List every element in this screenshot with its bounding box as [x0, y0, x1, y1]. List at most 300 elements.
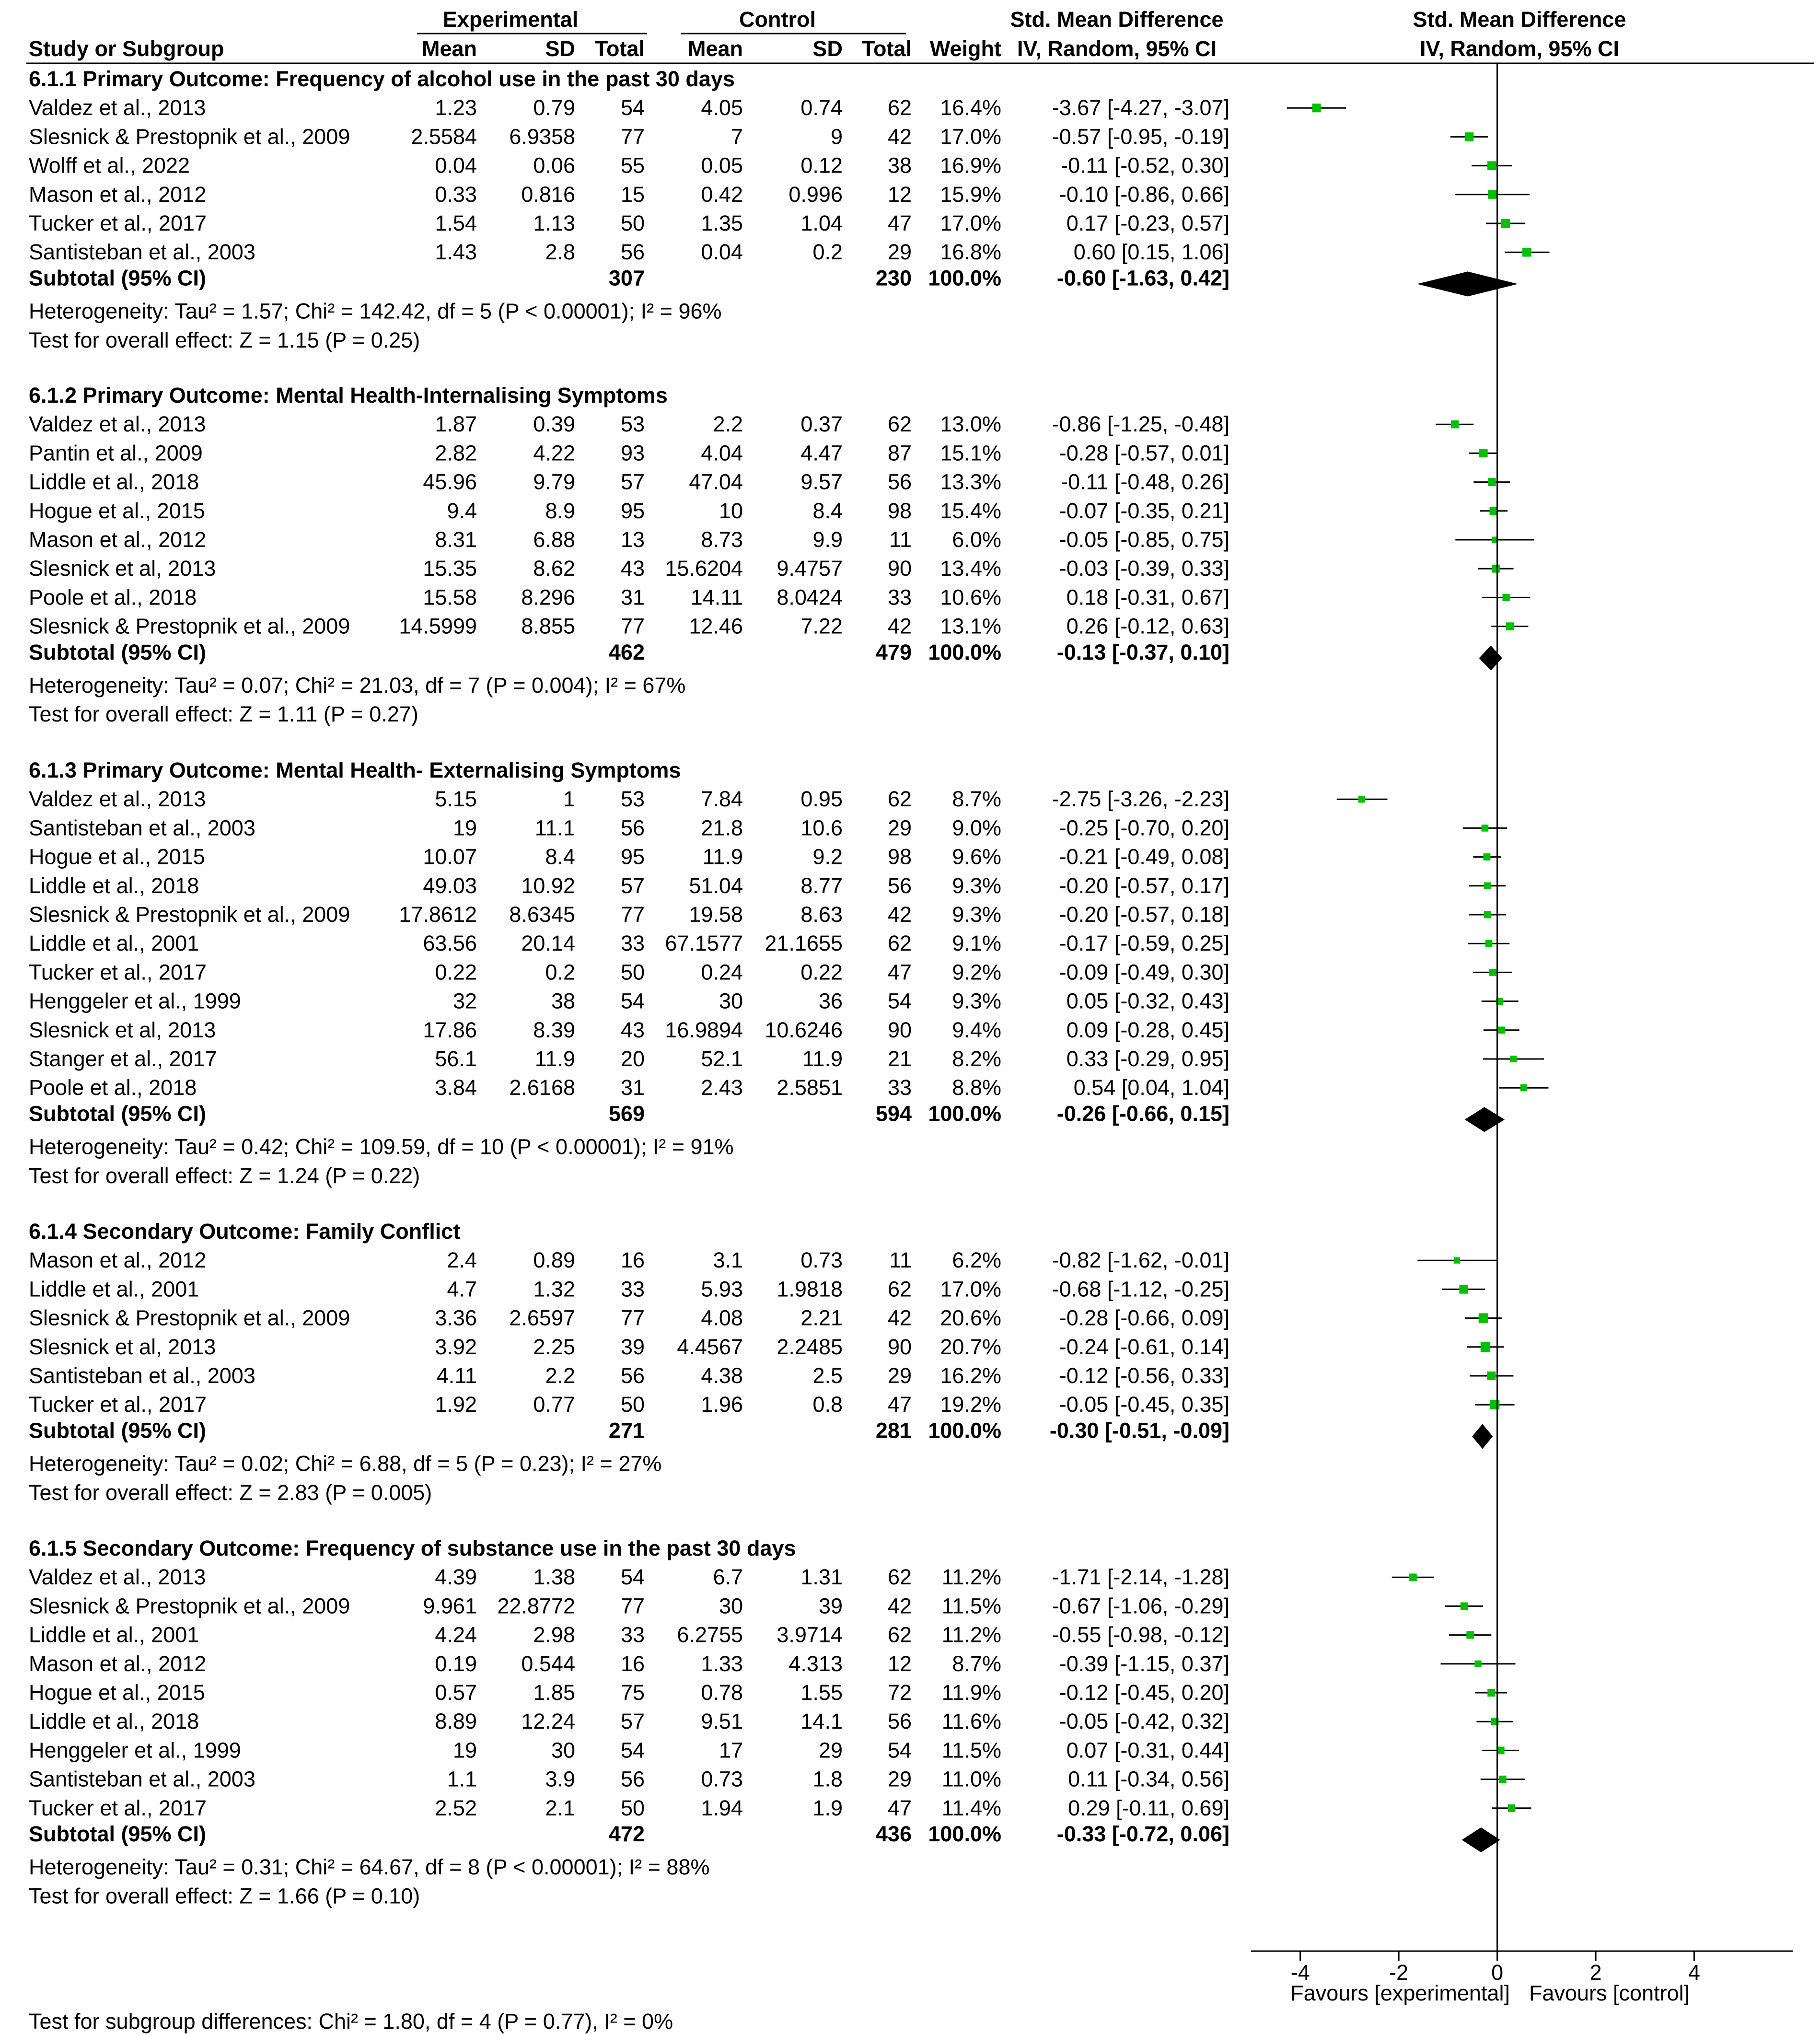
study-ci: -0.20 [-0.57, 0.17]: [1059, 873, 1229, 898]
exp-sd: 38: [551, 988, 575, 1013]
exp-total: 20: [620, 1047, 645, 1071]
exp-sd: 20.14: [521, 931, 575, 956]
study-ci: -0.20 [-0.57, 0.18]: [1059, 902, 1229, 927]
exp-total: 56: [620, 815, 645, 840]
study-point-marker: [1460, 1285, 1469, 1294]
subtotal-exp-total: 462: [608, 640, 645, 664]
study-weight: 16.4%: [940, 95, 1001, 120]
ctl-mean: 4.38: [701, 1363, 743, 1388]
study-ci: -0.28 [-0.57, 0.01]: [1059, 441, 1229, 465]
x-axis-ticks: [1291, 1951, 1700, 1985]
study-point-marker: [1520, 1084, 1527, 1091]
study-ci: -0.68 [-1.12, -0.25]: [1052, 1277, 1229, 1302]
exp-mean: 9.961: [423, 1593, 477, 1618]
subtotal-ci: -0.30 [-0.51, -0.09]: [1049, 1418, 1229, 1443]
study-point-marker: [1482, 825, 1489, 832]
exp-total: 77: [620, 124, 645, 149]
study-weight: 11.0%: [941, 1767, 1001, 1791]
exp-mean: 32: [452, 988, 477, 1013]
study-point-marker: [1522, 248, 1531, 256]
ctl-total: 11: [889, 1248, 912, 1273]
study-ci: -0.39 [-1.15, 0.37]: [1059, 1651, 1229, 1676]
study-column-header: Study or Subgroup: [29, 36, 224, 61]
subtotal-weight: 100.0%: [928, 1101, 1001, 1126]
study-point-marker: [1312, 104, 1321, 112]
study-weight: 9.1%: [952, 931, 1001, 956]
subtotal-weight: 100.0%: [928, 266, 1001, 291]
study-weight: 9.2%: [952, 960, 1001, 985]
subtotal-diamond: [1465, 1107, 1505, 1132]
exp-mean: 15.35: [423, 556, 477, 581]
ctl-sd: 0.12: [800, 153, 843, 178]
study-name: Slesnick et al, 2013: [29, 1334, 216, 1359]
exp-total: 54: [620, 1565, 645, 1590]
ctl-total: 47: [887, 1795, 912, 1820]
ctl-mean: 17: [719, 1738, 743, 1763]
exp-sd: 0.79: [533, 95, 575, 120]
ctl-mean: 0.42: [701, 182, 743, 207]
subtotal-label: Subtotal (95% CI): [29, 1101, 207, 1126]
ctl-total: 62: [887, 1622, 912, 1647]
exp-sd: 10.92: [521, 873, 575, 898]
exp-total: 53: [620, 787, 645, 812]
ctl-total: 62: [887, 95, 912, 120]
ctl-mean: 30: [719, 988, 743, 1013]
ctl-sd-header: SD: [812, 36, 843, 61]
ctl-total: 47: [887, 1392, 912, 1417]
heterogeneity-stats: Heterogeneity: Tau² = 0.42; Chi² = 109.59, df = 10 (P < 0.00001); I² = 91%: [29, 1134, 734, 1159]
study-ci: 0.05 [-0.32, 0.43]: [1066, 988, 1229, 1013]
ctl-total: 42: [887, 1593, 912, 1618]
exp-total: 43: [620, 1017, 645, 1042]
study-point-marker: [1485, 940, 1493, 947]
subtotal-exp-total: 307: [608, 266, 645, 291]
ctl-total: 90: [887, 1017, 912, 1042]
study-weight: 11.4%: [941, 1795, 1001, 1820]
study-ci: -0.03 [-0.39, 0.33]: [1059, 556, 1229, 581]
exp-mean: 8.31: [435, 527, 477, 552]
exp-sd: 2.98: [533, 1622, 575, 1647]
ctl-total: 29: [887, 1363, 912, 1388]
ctl-sd: 0.996: [788, 182, 843, 207]
study-name: Liddle et al., 2018: [29, 469, 199, 494]
overall-effect-test: Test for overall effect: Z = 1.66 (P = 0.10): [29, 1884, 420, 1908]
exp-mean: 2.4: [447, 1248, 477, 1273]
subtotal-ctl-total: 281: [875, 1418, 912, 1443]
exp-total: 50: [620, 1795, 645, 1820]
study-ci: 0.26 [-0.12, 0.63]: [1066, 614, 1229, 639]
exp-total: 31: [620, 585, 645, 610]
ctl-total: 12: [887, 1651, 912, 1676]
study-point-marker: [1451, 420, 1459, 429]
exp-sd-header: SD: [545, 36, 575, 61]
study-name: Mason et al., 2012: [29, 1651, 207, 1676]
ctl-sd: 0.73: [800, 1248, 843, 1273]
ctl-mean: 7: [730, 124, 743, 149]
ctl-sd: 0.74: [800, 95, 843, 120]
study-name: Slesnick & Prestopnik et al., 2009: [29, 614, 350, 639]
ctl-mean: 30: [719, 1593, 743, 1618]
study-name: Hogue et al., 2015: [29, 844, 205, 869]
exp-sd: 8.6345: [509, 902, 575, 927]
study-point-marker: [1484, 882, 1491, 889]
exp-mean: 8.89: [435, 1709, 477, 1734]
forest-rows: [29, 63, 1550, 1951]
study-name: Slesnick & Prestopnik et al., 2009: [29, 1305, 350, 1330]
study-name: Liddle et al., 2018: [29, 873, 199, 898]
study-name: Poole et al., 2018: [29, 585, 197, 610]
study-point-marker: [1492, 565, 1500, 573]
study-weight: 20.6%: [940, 1305, 1001, 1330]
ctl-sd: 4.313: [788, 1651, 843, 1676]
study-name: Valdez et al., 2013: [29, 95, 206, 120]
ctl-mean: 67.1577: [665, 931, 743, 956]
exp-sd: 6.9358: [509, 124, 575, 149]
subgroup-title: 6.1.3 Primary Outcome: Mental Health- Externalising Symptoms: [29, 758, 681, 782]
exp-total: 95: [620, 498, 645, 523]
exp-total: 56: [620, 1767, 645, 1791]
ctl-sd: 9.57: [800, 469, 843, 494]
ctl-mean: 15.6204: [665, 556, 743, 581]
study-ci: -0.11 [-0.48, 0.26]: [1061, 469, 1229, 494]
exp-total: 43: [620, 556, 645, 581]
study-name: Stanger et al., 2017: [29, 1047, 217, 1071]
exp-sd: 0.544: [521, 1651, 575, 1676]
exp-total: 56: [620, 240, 645, 265]
exp-total: 54: [620, 988, 645, 1013]
exp-sd: 8.855: [521, 614, 575, 639]
exp-sd: 0.06: [533, 153, 575, 178]
exp-sd: 0.39: [533, 412, 575, 437]
study-ci: -1.71 [-2.14, -1.28]: [1052, 1565, 1229, 1590]
study-name: Santisteban et al., 2003: [29, 1363, 255, 1388]
ctl-mean: 8.73: [701, 527, 743, 552]
overall-effect-test: Test for overall effect: Z = 1.24 (P = 0.22): [29, 1163, 420, 1188]
study-ci: -0.82 [-1.62, -0.01]: [1052, 1248, 1229, 1273]
exp-mean: 1.1: [447, 1767, 477, 1791]
study-weight: 8.7%: [952, 787, 1001, 812]
exp-total: 56: [620, 1363, 645, 1388]
ctl-total: 62: [887, 1565, 912, 1590]
ctl-mean: 6.7: [713, 1565, 743, 1590]
exp-mean: 5.15: [435, 787, 477, 812]
exp-mean: 3.36: [435, 1305, 477, 1330]
study-point-marker: [1487, 1689, 1495, 1697]
favours-control-label: Favours [control]: [1529, 1981, 1690, 2005]
subtotal-diamond: [1479, 646, 1502, 671]
study-weight: 11.2%: [941, 1565, 1001, 1590]
subgroup-title: 6.1.4 Secondary Outcome: Family Conflict: [29, 1219, 461, 1244]
ctl-mean: 14.11: [690, 585, 743, 610]
study-ci: 0.60 [0.15, 1.06]: [1073, 240, 1229, 265]
ctl-mean: 12.46: [689, 614, 743, 639]
ctl-total: 42: [887, 614, 912, 639]
ctl-sd: 29: [818, 1738, 843, 1763]
subtotal-ctl-total: 230: [875, 266, 912, 291]
ctl-sd: 0.22: [800, 960, 843, 985]
study-name: Liddle et al., 2001: [29, 931, 199, 956]
study-ci: -2.75 [-3.26, -2.23]: [1052, 787, 1229, 812]
study-weight: 11.9%: [941, 1680, 1001, 1705]
exp-sd: 8.4: [545, 844, 575, 869]
exp-mean: 4.7: [447, 1277, 477, 1302]
study-weight: 6.2%: [952, 1248, 1001, 1273]
study-ci: -0.28 [-0.66, 0.09]: [1059, 1305, 1229, 1330]
exp-mean: 3.92: [435, 1334, 477, 1359]
ctl-total: 98: [887, 844, 912, 869]
overall-effect-test: Test for overall effect: Z = 2.83 (P = 0.005): [29, 1480, 432, 1505]
exp-mean: 17.86: [423, 1017, 477, 1042]
exp-sd: 12.24: [521, 1709, 575, 1734]
ctl-mean: 0.04: [701, 240, 743, 265]
study-ci: 0.18 [-0.31, 0.67]: [1066, 585, 1229, 610]
ctl-total: 29: [887, 240, 912, 265]
exp-mean: 0.57: [435, 1680, 477, 1705]
subtotal-diamond: [1417, 271, 1518, 296]
ctl-mean: 1.96: [701, 1392, 743, 1417]
ctl-sd: 2.5: [812, 1363, 843, 1388]
exp-sd: 0.77: [533, 1392, 575, 1417]
ctl-sd: 2.21: [800, 1305, 843, 1330]
ctl-mean: 2.43: [701, 1075, 743, 1100]
ctl-total: 47: [887, 960, 912, 985]
study-name: Wolff et al., 2022: [29, 153, 190, 178]
study-point-marker: [1497, 1747, 1505, 1755]
study-ci: -0.67 [-1.06, -0.29]: [1052, 1593, 1229, 1618]
subtotal-weight: 100.0%: [928, 1418, 1001, 1443]
study-weight: 11.5%: [941, 1593, 1001, 1618]
study-name: Mason et al., 2012: [29, 182, 207, 207]
ctl-sd: 8.0424: [777, 585, 843, 610]
study-point-marker: [1409, 1573, 1417, 1581]
ctl-total: 42: [887, 124, 912, 149]
exp-total: 50: [620, 211, 645, 235]
study-name: Slesnick & Prestopnik et al., 2009: [29, 1593, 350, 1618]
exp-total: 77: [620, 1305, 645, 1330]
study-weight: 16.2%: [940, 1363, 1001, 1388]
heterogeneity-stats: Heterogeneity: Tau² = 1.57; Chi² = 142.42, df = 5 (P < 0.00001); I² = 96%: [29, 299, 722, 324]
exp-sd: 30: [551, 1738, 575, 1763]
ctl-mean: 21.8: [701, 815, 743, 840]
ctl-mean: 0.73: [701, 1767, 743, 1791]
subtotal-label: Subtotal (95% CI): [29, 266, 207, 291]
study-name: Valdez et al., 2013: [29, 787, 206, 812]
exp-total: 31: [620, 1075, 645, 1100]
exp-sd: 1.13: [533, 211, 575, 235]
exp-total: 16: [620, 1248, 645, 1273]
x-tick-label: -4: [1290, 1960, 1310, 1985]
subtotal-weight: 100.0%: [928, 640, 1001, 664]
exp-mean: 0.04: [435, 153, 477, 178]
exp-total: 33: [620, 1622, 645, 1647]
study-point-marker: [1484, 853, 1491, 861]
study-name: Slesnick et al, 2013: [29, 1017, 216, 1042]
exp-mean: 17.8612: [399, 902, 477, 927]
ctl-mean: 0.78: [701, 1680, 743, 1705]
ctl-mean: 6.2755: [677, 1622, 743, 1647]
ctl-sd: 1.31: [800, 1565, 843, 1590]
exp-total: 33: [620, 1277, 645, 1302]
study-ci: -0.07 [-0.35, 0.21]: [1059, 498, 1229, 523]
ctl-mean: 11.9: [702, 844, 743, 869]
ctl-mean: 9.51: [701, 1709, 743, 1734]
study-name: Henggeler et al., 1999: [29, 988, 241, 1013]
ctl-mean: 4.4567: [677, 1334, 743, 1359]
ctl-total: 29: [887, 815, 912, 840]
favours-experimental-label: Favours [experimental]: [1290, 1981, 1510, 2005]
study-weight: 16.8%: [940, 240, 1001, 265]
subtotal-label: Subtotal (95% CI): [29, 640, 207, 664]
exp-total: 15: [620, 182, 645, 207]
study-ci: -0.10 [-0.86, 0.66]: [1059, 182, 1229, 207]
exp-total: 95: [620, 844, 645, 869]
exp-sd: 0.816: [521, 182, 575, 207]
study-name: Tucker et al., 2017: [29, 960, 207, 985]
study-name: Tucker et al., 2017: [29, 1795, 207, 1820]
exp-sd: 3.9: [545, 1767, 575, 1791]
ctl-total: 29: [887, 1767, 912, 1791]
study-point-marker: [1510, 1056, 1517, 1062]
heterogeneity-stats: Heterogeneity: Tau² = 0.31; Chi² = 64.67, df = 8 (P < 0.00001); I² = 88%: [29, 1855, 710, 1880]
study-ci: -0.21 [-0.49, 0.08]: [1059, 844, 1229, 869]
exp-sd: 8.39: [533, 1017, 575, 1042]
ctl-total: 87: [887, 441, 912, 465]
ctl-sd: 7.22: [800, 614, 843, 639]
ci-header-right: IV, Random, 95% CI: [1420, 36, 1619, 61]
study-name: Santisteban et al., 2003: [29, 815, 255, 840]
exp-mean: 15.58: [423, 585, 477, 610]
exp-sd: 2.8: [545, 240, 575, 265]
subgroup-title: 6.1.2 Primary Outcome: Mental Health-Internalising Symptoms: [29, 383, 668, 407]
ctl-sd: 1.04: [800, 211, 843, 235]
study-point-marker: [1498, 1026, 1506, 1034]
study-ci: 0.29 [-0.11, 0.69]: [1068, 1795, 1229, 1820]
ctl-mean: 5.93: [701, 1277, 743, 1302]
study-name: Henggeler et al., 1999: [29, 1738, 241, 1763]
subgroup-title: 6.1.1 Primary Outcome: Frequency of alcohol use in the past 30 days: [29, 67, 735, 91]
study-ci: -0.11 [-0.52, 0.30]: [1061, 153, 1229, 178]
study-weight: 8.8%: [952, 1075, 1001, 1100]
study-weight: 8.7%: [952, 1651, 1001, 1676]
ctl-sd: 36: [818, 988, 843, 1013]
subtotal-ci: -0.26 [-0.66, 0.15]: [1056, 1101, 1229, 1126]
subgroup-differences-test: Test for subgroup differences: Chi² = 1.80, df = 4 (P = 0.77), I² = 0%: [29, 2009, 673, 2034]
ctl-sd: 0.95: [800, 787, 843, 812]
ctl-total: 62: [887, 1277, 912, 1302]
study-ci: -0.05 [-0.45, 0.35]: [1059, 1392, 1229, 1417]
exp-total: 53: [620, 412, 645, 437]
heterogeneity-stats: Heterogeneity: Tau² = 0.02; Chi² = 6.88, df = 5 (P = 0.23); I² = 27%: [29, 1451, 662, 1476]
exp-sd: 8.9: [545, 498, 575, 523]
exp-mean: 1.23: [435, 95, 477, 120]
exp-sd: 2.2: [545, 1363, 575, 1388]
ctl-mean: 0.05: [701, 153, 743, 178]
study-name: Hogue et al., 2015: [29, 498, 205, 523]
ctl-sd: 14.1: [800, 1709, 843, 1734]
exp-sd: 2.25: [533, 1334, 575, 1359]
exp-total: 57: [620, 873, 645, 898]
study-point-marker: [1454, 1257, 1460, 1264]
study-weight: 9.3%: [952, 988, 1001, 1013]
study-ci: -3.67 [-4.27, -3.07]: [1052, 95, 1229, 120]
study-ci: -0.09 [-0.49, 0.30]: [1059, 960, 1229, 985]
ctl-total: 98: [887, 498, 912, 523]
study-name: Liddle et al., 2018: [29, 1709, 199, 1734]
ctl-total: 21: [887, 1047, 912, 1071]
x-tick-label: -2: [1389, 1960, 1409, 1985]
study-point-marker: [1479, 1313, 1488, 1323]
study-name: Slesnick & Prestopnik et al., 2009: [29, 902, 350, 927]
exp-mean: 2.52: [435, 1795, 477, 1820]
ctl-sd: 1.55: [800, 1680, 843, 1705]
exp-total: 55: [620, 153, 645, 178]
study-name: Hogue et al., 2015: [29, 1680, 205, 1705]
ctl-sd: 9: [830, 124, 843, 149]
ctl-sd: 39: [818, 1593, 843, 1618]
study-weight: 15.1%: [940, 441, 1001, 465]
exp-total: 57: [620, 1709, 645, 1734]
exp-mean: 1.54: [435, 211, 477, 235]
subtotal-weight: 100.0%: [928, 1821, 1001, 1846]
heterogeneity-stats: Heterogeneity: Tau² = 0.07; Chi² = 21.03, df = 7 (P = 0.004); I² = 67%: [29, 673, 686, 698]
ctl-mean: 0.24: [701, 960, 743, 985]
study-point-marker: [1488, 478, 1496, 486]
study-ci: -0.25 [-0.70, 0.20]: [1059, 815, 1229, 840]
study-point-marker: [1466, 1631, 1474, 1639]
ctl-total: 62: [887, 412, 912, 437]
ctl-sd: 2.2485: [777, 1334, 843, 1359]
exp-total: 50: [620, 1392, 645, 1417]
study-point-marker: [1484, 911, 1491, 919]
ctl-total: 56: [887, 873, 912, 898]
exp-mean: 19: [452, 815, 477, 840]
ctl-mean: 47.04: [689, 469, 743, 494]
study-ci: -0.12 [-0.56, 0.33]: [1059, 1363, 1229, 1388]
exp-sd: 6.88: [533, 527, 575, 552]
study-weight: 11.2%: [941, 1622, 1001, 1647]
ctl-sd: 0.37: [800, 412, 843, 437]
subtotal-ctl-total: 436: [875, 1821, 912, 1846]
study-point-marker: [1502, 594, 1509, 601]
smd-header-right: Std. Mean Difference: [1413, 7, 1626, 32]
study-weight: 11.5%: [941, 1738, 1001, 1763]
subgroup-title: 6.1.5 Secondary Outcome: Frequency of substance use in the past 30 days: [29, 1536, 796, 1560]
ctl-total: 33: [887, 585, 912, 610]
study-point-marker: [1488, 190, 1496, 199]
exp-total: 54: [620, 95, 645, 120]
study-name: Santisteban et al., 2003: [29, 240, 255, 265]
study-weight: 19.2%: [940, 1392, 1001, 1417]
study-point-marker: [1461, 1603, 1468, 1610]
exp-mean: 9.4: [447, 498, 477, 523]
exp-sd: 1.38: [533, 1565, 575, 1590]
exp-mean: 1.43: [435, 240, 477, 265]
study-ci: 0.09 [-0.28, 0.45]: [1066, 1017, 1229, 1042]
study-name: Tucker et al., 2017: [29, 211, 207, 235]
exp-sd: 1.85: [533, 1680, 575, 1705]
study-ci: -0.05 [-0.85, 0.75]: [1059, 527, 1229, 552]
study-point-marker: [1358, 796, 1365, 802]
subtotal-diamond: [1462, 1827, 1500, 1852]
ctl-mean: 10: [719, 498, 743, 523]
study-point-marker: [1501, 219, 1510, 228]
study-weight: 15.9%: [940, 182, 1001, 207]
study-ci: -0.12 [-0.45, 0.20]: [1059, 1680, 1229, 1705]
ctl-total: 56: [887, 469, 912, 494]
study-name: Santisteban et al., 2003: [29, 1767, 255, 1791]
ctl-total: 90: [887, 556, 912, 581]
study-ci: -0.05 [-0.42, 0.32]: [1059, 1709, 1229, 1734]
